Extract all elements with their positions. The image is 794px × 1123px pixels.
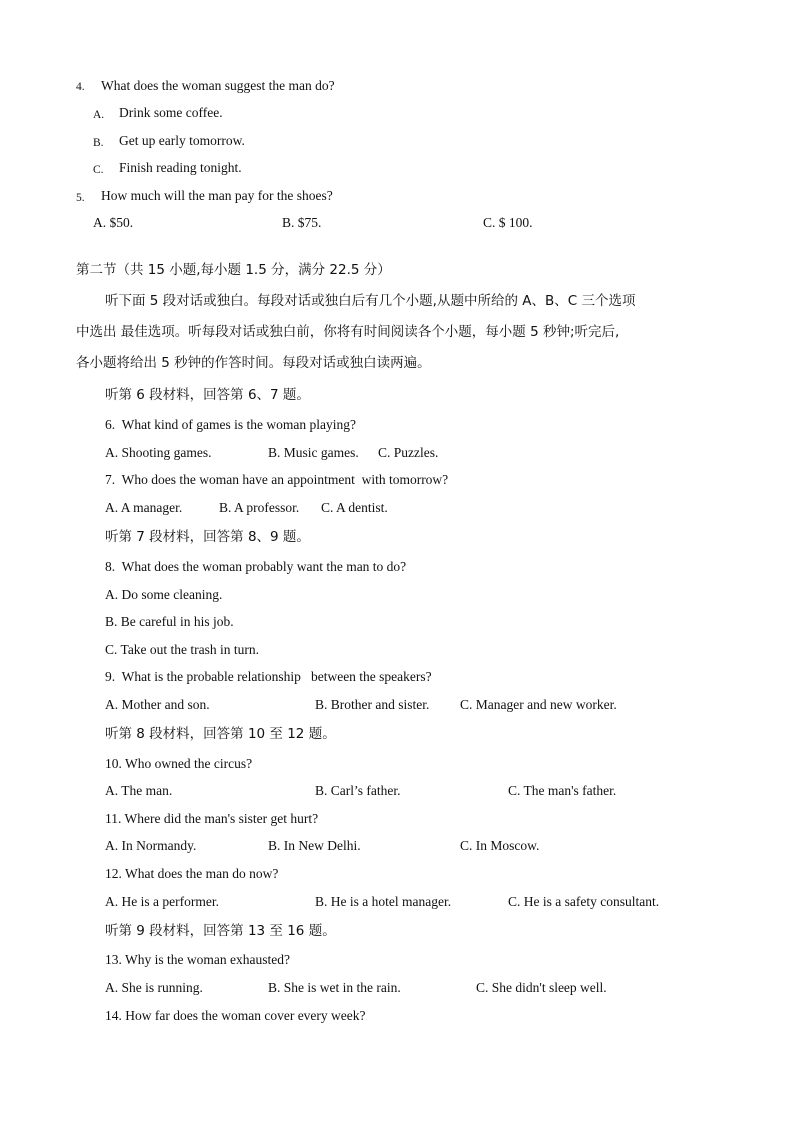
section-heading: 第二节（共 15 小题,每小题 1.5 分，满分 22.5 分） [76,262,391,278]
material-9-heading: 听第 9 段材料，回答第 13 至 16 题。 [105,923,336,939]
q5-text: How much will the man pay for the shoes? [101,188,333,203]
q12-option-b: B. He is a hotel manager. [315,894,452,909]
q11-option-c: C. In Moscow. [460,838,540,853]
q6-text: 6. What kind of games is the woman playing? [105,417,356,432]
q7-option-a: A. A manager. [105,500,183,515]
q4-text: What does the woman suggest the man do? [101,78,335,93]
q4-option-c: Finish reading tonight. [119,160,242,175]
material-7-heading: 听第 7 段材料，回答第 8、9 题。 [105,529,310,545]
q4-option-a-letter: A. [93,109,105,121]
q12-text: 12. What does the man do now? [105,866,279,881]
q9-text: 9. What is the probable relationship between the speakers? [105,669,432,684]
q8-option-c: C. Take out the trash in turn. [105,642,260,657]
q5-option-a: A. $50. [93,215,134,230]
q5-number: 5. [76,192,85,204]
q6-option-a: A. Shooting games. [105,445,212,460]
q6-option-c: C. Puzzles. [378,445,439,460]
material-6-heading: 听第 6 段材料，回答第 6、7 题。 [105,387,310,403]
q14-text: 14. How far does the woman cover every week? [105,1008,366,1023]
q4-option-b: Get up early tomorrow. [119,133,245,148]
q5-option-c: C. $ 100. [483,215,533,230]
q4-option-c-letter: C. [93,164,104,176]
q10-option-b: B. Carl’s father. [315,783,401,798]
instructions-line-2: 中选出 最佳选项。听每段对话或独白前，你将有时间阅读各个小题，每小题 5 秒钟;听完后, [76,324,620,340]
q5-option-b: B. $75. [282,215,322,230]
q13-option-a: A. She is running. [105,980,203,995]
q11-text: 11. Where did the man's sister get hurt? [105,811,319,826]
q8-text: 8. What does the woman probably want the man to do? [105,559,407,574]
q4-number: 4. [76,81,85,93]
q8-option-b: B. Be careful in his job. [105,614,234,629]
q13-text: 13. Why is the woman exhausted? [105,952,290,967]
q7-text: 7. Who does the woman have an appointment with tomorrow? [105,472,449,487]
q10-option-c: C. The man's father. [508,783,617,798]
q6-option-b: B. Music games. [268,445,359,460]
q9-option-c: C. Manager and new worker. [460,697,617,712]
q11-option-a: A. In Normandy. [105,838,197,853]
q10-option-a: A. The man. [105,783,173,798]
q9-option-a: A. Mother and son. [105,697,210,712]
q4-option-b-letter: B. [93,137,104,149]
q7-option-b: B. A professor. [219,500,300,515]
q8-option-a: A. Do some cleaning. [105,587,223,602]
q9-option-b: B. Brother and sister. [315,697,430,712]
q7-option-c: C. A dentist. [321,500,388,515]
q11-option-b: B. In New Delhi. [268,838,361,853]
q13-option-c: C. She didn't sleep well. [476,980,607,995]
q12-option-a: A. He is a performer. [105,894,219,909]
instructions-line-1: 听下面 5 段对话或独白。每段对话或独白后有几个小题,从题中所给的 A、B、C 三个选项 [105,293,636,309]
material-8-heading: 听第 8 段材料，回答第 10 至 12 题。 [105,726,336,742]
q12-option-c: C. He is a safety consultant. [508,894,660,909]
q4-option-a: Drink some coffee. [119,105,223,120]
instructions-line-3: 各小题将给出 5 秒钟的作答时间。每段对话或独白读两遍。 [76,355,431,371]
q13-option-b: B. She is wet in the rain. [268,980,401,995]
q10-text: 10. Who owned the circus? [105,756,253,771]
